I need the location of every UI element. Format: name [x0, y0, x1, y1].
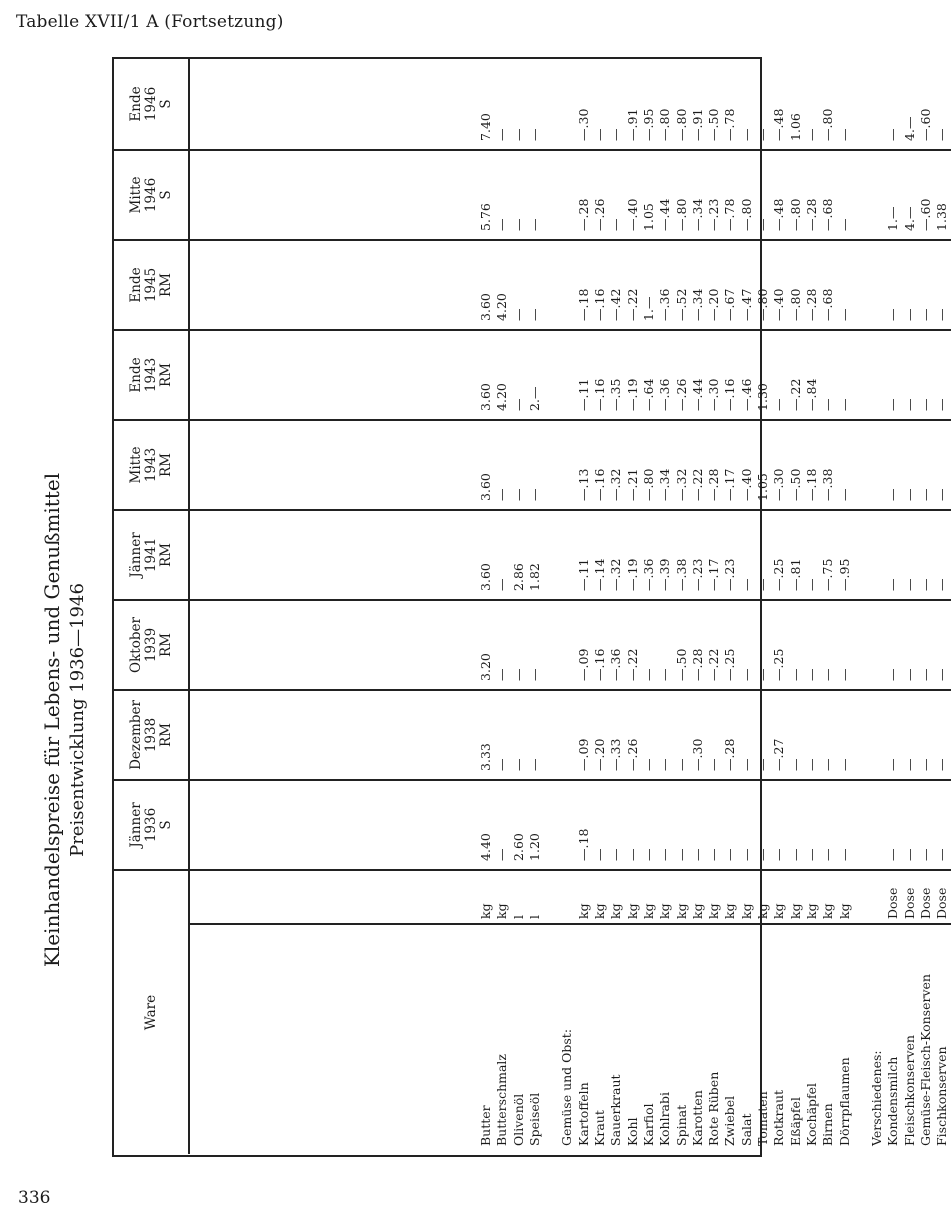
- value-column: 3.60 4.20 — — —.18 —.16 —.42 —.22 1.— —.36 —.52 —.34 —.20 —.67 —.47 —.80 —.40 —.80 —.28 —.68 — — — — —: [189, 240, 951, 330]
- unit-list: kg kg l l kg kg kg kg kg kg kg kg kg kg kg kg kg kg kg kg kg Dose Dose Dose Dose: [189, 870, 951, 924]
- sub-title: Preisentwicklung 1936—1946: [67, 583, 88, 857]
- price-table: [114, 59, 951, 1154]
- value-column: 7.40 — — — —.30 — — —.91 —.95 —.80 —.80 —.91 —.50 —.78 — — —.48 1.06 — —.80 — — 4.— —.60 —: [189, 59, 951, 150]
- column-header: Oktober 1939 RM: [114, 600, 189, 690]
- value-column: 5.76 — — — —.28 —.26 — —.40 1.05 —.44 —.80 —.34 —.23 —.78 —.80 — —.48 —.80 —.28 —.68 — 1.— 4.— —.60 1.38: [189, 150, 951, 240]
- price-table-frame: [112, 57, 950, 1157]
- page-header-title: Tabelle XVII/1 A (Fortsetzung): [16, 12, 284, 32]
- column-header-ware: Ware: [114, 870, 189, 1154]
- column-header: Jänner 1936 S: [114, 780, 189, 870]
- value-column: 3.60 — 2.86 1.82 —.11 —.14 —.32 —.19 —.36 —.39 —.38 —.23 —.17 —.23 — — —.25 —.81 — —.75 —.95 — — — —: [189, 510, 951, 600]
- column-header: Jänner 1941 RM: [114, 510, 189, 600]
- rotated-title-block: [20, 400, 110, 1040]
- column-header: Mitte 1943 RM: [114, 420, 189, 510]
- column-header: Dezember 1938 RM: [114, 690, 189, 780]
- table-header-row: [114, 59, 189, 1154]
- column-header: Ende 1946 S: [114, 59, 189, 150]
- value-column: 3.33 — — — —.09 —.20 —.33 —.26 — — — —.30 — —.28 — — —.27 — — — — — — — —: [189, 690, 951, 780]
- column-header: Ende 1945 RM: [114, 240, 189, 330]
- page-number: 336: [18, 1188, 51, 1208]
- ware-list: Butter Butterschmalz Olivenöl Speiseöl Gemüse und Obst: Kartoffeln Kraut Sauerkraut Kohl Karfiol Kohlrabi Spinat Karotten Rote Rüben Zwiebel Salat Tomaten Rotkraut Eßäpfel Kochäpfel Birnen Dörrpflaumen Verschiedenes: Kondensmilch Fleischkonserven Gemüse-Fleisch-Konserven Fischkonserven: [478, 974, 950, 1146]
- value-column: 4.40 — 2.60 1.20 —.18 — — — — — — — — — — — — — — — — — — — —: [189, 780, 951, 870]
- value-column: 3.60 — — — —.13 —.16 —.32 —.21 —.80 —.34 —.32 —.22 —.28 —.17 —.40 1.05 —.30 —.50 —.18 —.38 — — — — —: [189, 420, 951, 510]
- price-table-rotated: [114, 59, 950, 1154]
- table-body-row: [189, 59, 951, 1154]
- value-column: 3.60 4.20 — 2.— —.11 —.16 —.35 —.19 —.64 —.36 —.26 —.44 —.30 —.16 —.46 1.30 — —.22 —.84 — — — — — —: [189, 330, 951, 420]
- main-title: Kleinhandelspreise für Lebens- und Genußmittel: [40, 472, 64, 968]
- value-column: 3.20 — — — —.09 —.16 —.36 —.22 — — —.50 —.28 —.22 —.25 — — —.25 — — — — — — — —: [189, 600, 951, 690]
- column-header: Ende 1943 RM: [114, 330, 189, 420]
- column-header: Mitte 1946 S: [114, 150, 189, 240]
